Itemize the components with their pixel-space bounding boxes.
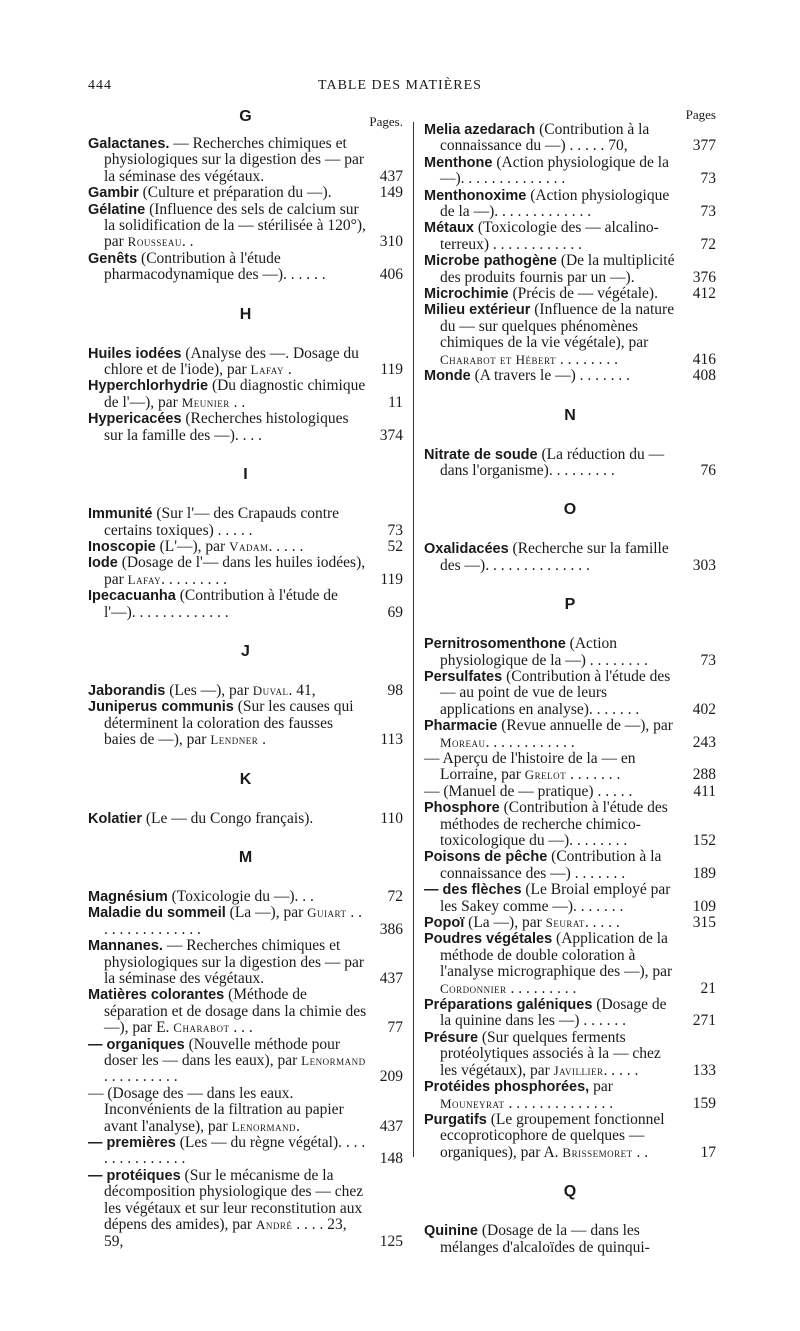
page-ref: 72 [700, 235, 716, 253]
index-entry-poisons-fleches: — des flèches (Le Broial employé par les Sakey comme —). . . . . . . 109 [424, 881, 716, 915]
section-letter-g: G [239, 108, 252, 125]
index-entry-phosphore: Phosphore (Contribution à l'étude des méthodes de recherche chimico-toxicologique du —). . . . . . . . 152 [424, 799, 716, 849]
author: Lafay [127, 571, 162, 587]
index-entry-preparations: Préparations galéniques (Dosage de la quinine dans les —) . . . . . . 271 [424, 996, 716, 1030]
author: Seurat [545, 915, 585, 931]
section-letter-j: J [241, 642, 250, 660]
page-ref: 412 [692, 285, 716, 303]
page-ref: 437 [379, 167, 403, 185]
index-entry-ipecacuanha: Ipecacuanha (Contribution à l'étude de l'—). . . . . . . . . . . . . 69 [88, 587, 403, 621]
page-ref: 386 [379, 920, 403, 938]
section-letter-k: K [239, 770, 252, 788]
index-entry-matieres-colorantes: Matières colorantes (Méthode de séparation et de dosage dans la chimie des —), par E. Charabot . . . 77 [88, 986, 403, 1037]
author: Cordonnier [440, 980, 507, 996]
author: Lendner [210, 732, 259, 748]
index-entry-galactanes: Galactanes. — Recherches chimiques et physiologiques sur la digestion des — par la séminase des végétaux. 437 [88, 135, 403, 185]
section-letter-o: O [563, 501, 577, 519]
page-ref: 133 [692, 1061, 716, 1079]
page-ref: 288 [692, 766, 716, 784]
left-column [88, 108, 403, 1250]
page-ref: 189 [692, 864, 716, 882]
index-entry-jaborandis: Jaborandis (Les —), par Duval. 41, 98 [88, 681, 403, 699]
page-ref: 109 [692, 897, 716, 915]
page-ref: 119 [380, 361, 403, 379]
author: Lenormand [301, 1053, 366, 1069]
index-entry-hypericacees: Hypericacées (Recherches histologiques sur la famille des —). . . . 374 [88, 410, 403, 444]
page-ref: 159 [692, 1094, 716, 1112]
author: Grelot [524, 767, 567, 783]
index-entry-matieres-premieres: — premières (Les — du règne végétal). . . . . . . . . . . . . . . 148 [88, 1134, 403, 1168]
section-letter-h: H [239, 305, 252, 323]
page-ref: 243 [692, 733, 716, 751]
page-ref: 98 [387, 681, 403, 699]
page-ref: 17 [700, 1143, 716, 1161]
page-ref: 148 [379, 1150, 403, 1168]
page-ref: 76 [700, 461, 716, 479]
page-ref: 119 [380, 570, 403, 588]
page-ref: 73 [700, 170, 716, 188]
page-ref: 376 [692, 268, 716, 286]
index-entry-hyperchlorhydrie: Hyperchlorhydrie (Du diagnostic chimique de l'—), par Meunier . . 11 [88, 377, 403, 411]
index-entry-poudres: Poudres végétales (Application de la méthode de double coloration à l'analyse micrographique des —), par Cordonnier . . . . . . . . . 21 [424, 930, 716, 997]
author: Brissemoret [562, 1144, 633, 1160]
index-entry-dosage-eaux: — (Dosage des — dans les eaux. Inconvénients de la filtration au papier avant l'analyse), par Lenormand. 437 [88, 1084, 403, 1135]
pages-label: Pages [685, 107, 716, 122]
page-ref: 125 [379, 1232, 403, 1250]
index-entry-genets: Genêts (Contribution à l'étude pharmacodynamique des —). . . . . . 406 [88, 249, 403, 284]
index-entry-proteides: Protéides phosphorées, par Mouneyrat . . . . . . . . . . . . . . 159 [424, 1078, 716, 1112]
index-entry-inoscopie: Inoscopie (L'—), par Vadam. . . . . 52 [88, 537, 403, 555]
index-entry-pharmacie: Pharmacie (Revue annuelle de —), par Moreau. . . . . . . . . . . . 243 [424, 717, 716, 751]
page-ref: 411 [693, 782, 716, 800]
author: Charabot [173, 1020, 230, 1036]
index-entry-popoi: Popoï (La —), par Seurat. . . . . 315 [424, 914, 716, 932]
index-entry-juniperus: Juniperus communis (Sur les causes qui déterminent la coloration des fausses baies de —), par Lendner . 113 [88, 698, 403, 749]
index-entry-poisons-peche: Poisons de pêche (Contribution à la connaissance des —) . . . . . . . 189 [424, 848, 716, 882]
author: Charabot et Hébert [440, 351, 557, 367]
page-ref: 69 [387, 603, 403, 621]
index-entry-purgatifs: Purgatifs (Le groupement fonctionnel eccoproticophore de quelques — organiques), par A. Brissemoret . . 17 [424, 1110, 716, 1161]
index-entry-maladie-sommeil: Maladie du sommeil (La —), par Guiart . . . . . . . . . . . . . . . 386 [88, 904, 403, 938]
index-entry-iode: Iode (Dosage de l'— dans les huiles iodées), par Lafay. . . . . . . . . 119 [88, 554, 403, 588]
index-entry-immunite: Immunité (Sur l'— des Crapauds contre certains toxiques) . . . . . 73 [88, 505, 403, 539]
page-number: 444 [88, 78, 112, 93]
page-ref: 209 [379, 1068, 403, 1086]
index-entry-microchimie: Microchimie (Précis de — végétale). 412 [424, 285, 716, 303]
author: Lenormand [231, 1118, 297, 1134]
page-ref: 437 [379, 970, 403, 987]
running-title: TABLE DES MATIÈRES [318, 78, 482, 93]
page-ref: 416 [692, 350, 716, 368]
right-column [424, 108, 716, 1256]
index-entry-gambir: Gambir (Culture et préparation du —). 149 [88, 184, 403, 202]
page-ref: 408 [692, 367, 716, 385]
index-entry-manuel: — (Manuel de — pratique) . . . . . 411 [424, 782, 716, 800]
page-ref: 402 [692, 700, 716, 718]
author: Meunier [181, 394, 230, 410]
page-ref: 377 [692, 137, 716, 155]
author: Mouneyrat [440, 1095, 505, 1111]
page-ref: 271 [692, 1012, 716, 1030]
index-entry-persulfates: Persulfates (Contribution à l'étude des — au point de vue de leurs applications en analyse). . . . . . . 402 [424, 667, 716, 718]
author: Vadam [229, 538, 269, 554]
page-ref: 149 [379, 184, 403, 202]
index-entry-quinine: Quinine (Dosage de la — dans les mélanges d'alcaloïdes de quinqui- [424, 1222, 650, 1256]
author: Moreau [440, 734, 486, 750]
index-entry-milieu: Milieu extérieur (Influence de la nature du — sur quelques phénomènes chimiques de la vie végétale), par Charabot et Hébert . . . . . . . . 416 [424, 301, 716, 368]
page-ref: 72 [387, 887, 403, 905]
page-ref: 374 [379, 426, 403, 444]
section-letter-m: M [238, 848, 253, 866]
author: Rousseau [127, 234, 182, 250]
author: Duval [252, 682, 289, 698]
index-entry-gelatine: Gélatine (Influence des sels de calcium sur la solidification de la — stérilisée à 120°), par Rousseau. . 310 [88, 200, 403, 251]
page-ref: 315 [692, 914, 716, 932]
index-entry-matieres-organiques: — organiques (Nouvelle méthode pour doser les — dans les eaux), par Lenormand . . . . . . . . . . 209 [88, 1035, 403, 1086]
page-ref: 303 [692, 556, 716, 574]
index-entry-metaux: Métaux (Toxicologie des — alcalino-terreux) . . . . . . . . . . . . 72 [424, 219, 716, 253]
page-ref: 73 [700, 203, 716, 221]
section-letter-q: Q [563, 1183, 577, 1201]
page-ref: 152 [692, 832, 716, 849]
section-letter-i: I [243, 466, 248, 484]
pages-label: Pages. [369, 114, 403, 129]
index-entry-monde: Monde (A travers le —) . . . . . . . 408 [424, 367, 716, 385]
index-entry-nitrate: Nitrate de soude (La réduction du — dans l'organisme). . . . . . . . . 76 [424, 445, 716, 479]
page-ref: 110 [380, 809, 403, 827]
page-ref: 21 [700, 979, 716, 997]
index-entry-melia: Melia azedarach (Contribution à la connaissance du —) . . . . . 70, 377 [424, 121, 716, 155]
section-letter-p: P [564, 596, 576, 614]
column-divider [413, 122, 414, 1157]
page-ref: 73 [700, 651, 716, 669]
index-entry-presure: Présure (Sur quelques ferments protéolytiques associés à la — chez les végétaux), par Javillier. . . . . 133 [424, 1028, 716, 1079]
page-ref: 113 [380, 731, 403, 749]
page-ref: 73 [387, 521, 403, 539]
author: Lafay [250, 362, 284, 378]
section-g [88, 108, 403, 129]
index-entry-pernitrosomenthone: Pernitrosomenthone (Action physiologique de la —) . . . . . . . . 73 [424, 635, 716, 669]
section-letter-n: N [564, 406, 576, 424]
author: André [255, 1217, 293, 1233]
index-entry-magnesium: Magnésium (Toxicologie du —). . . 72 [88, 887, 403, 905]
index-entry-kolatier: Kolatier (Le — du Congo français). 110 [88, 809, 403, 827]
page-ref: 77 [387, 1019, 403, 1037]
page-ref: 11 [388, 393, 403, 411]
index-entry-matieres-proteiques: — protéiques (Sur le mécanisme de la décomposition physiologique des — chez les végétaux et sur leur reconstitution aux dépens des amides), par André . . . . 23, 59, 125 [88, 1166, 403, 1250]
index-entry-microbe: Microbe pathogène (De la multiplicité des produits fournis par un —). 376 [424, 252, 716, 286]
index-entry-oxalidacees: Oxalidacées (Recherche sur la famille des —). . . . . . . . . . . . . . 303 [424, 540, 716, 574]
author: Javillier [553, 1062, 604, 1078]
index-entry-huiles-iodees: Huiles iodées (Analyse des —. Dosage du chlore et de l'iode), par Lafay . 119 [88, 344, 403, 379]
index-entry-mannanes: Mannanes. — Recherches chimiques et physiologiques sur la digestion des — par la séminase des végétaux. 437 [88, 937, 403, 987]
page-ref: 52 [387, 537, 403, 555]
page-ref: 437 [379, 1117, 403, 1135]
author: Guiart [307, 905, 347, 921]
page-ref: 406 [379, 266, 403, 284]
index-entry-apercu-histoire: — Aperçu de l'histoire de la — en Lorraine, par Grelot . . . . . . . 288 [424, 749, 716, 784]
index-entry-menthone: Menthone (Action physiologique de la —). . . . . . . . . . . . . . 73 [424, 153, 716, 188]
page-ref: 310 [379, 233, 403, 251]
running-header [0, 78, 800, 98]
index-entry-menthonoxime: Menthonoxime (Action physiologique de la —). . . . . . . . . . . . . 73 [424, 186, 716, 221]
